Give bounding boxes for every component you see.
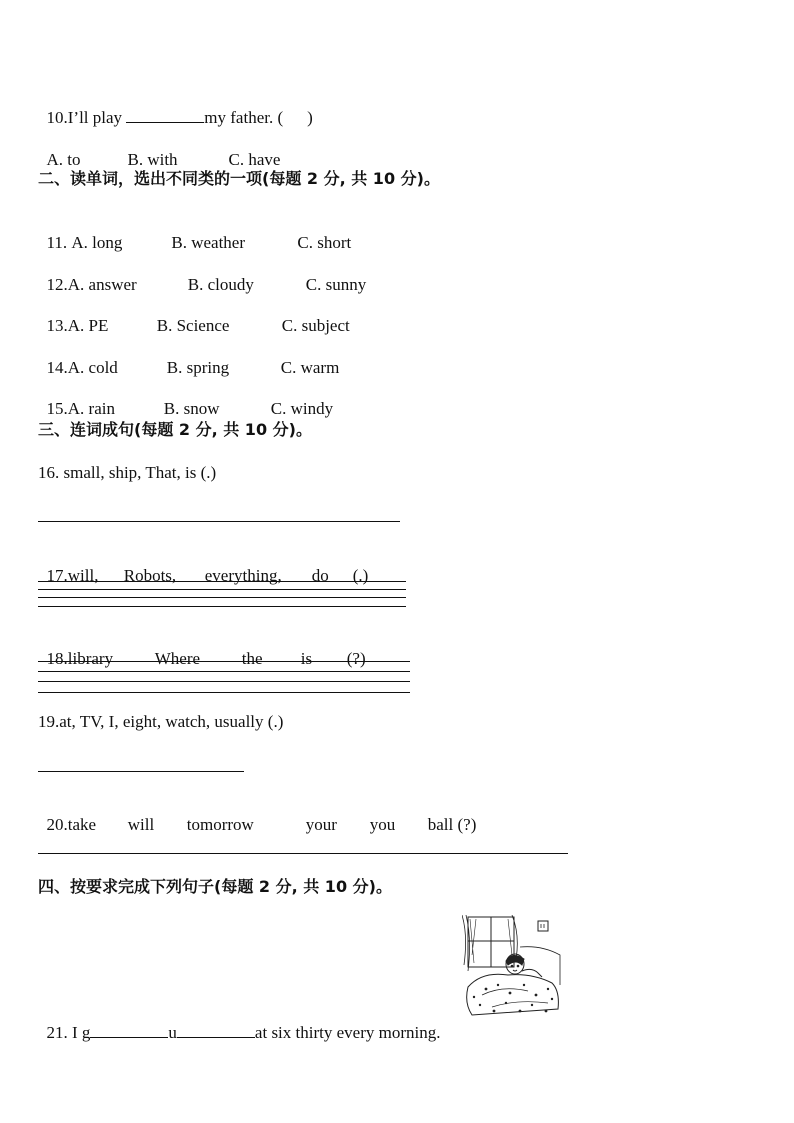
question-15 bbox=[38, 379, 333, 419]
q18-writing-line-1[interactable] bbox=[38, 661, 410, 662]
q14-option-c: C. warm bbox=[280, 358, 340, 377]
q18-number: 18. bbox=[46, 649, 68, 668]
question-16: 16. small, ship, That, is (.) bbox=[38, 463, 217, 482]
q12-option-c: C. sunny bbox=[305, 275, 367, 294]
q19-answer-line[interactable] bbox=[38, 771, 244, 772]
q17-word-1: will, bbox=[67, 566, 99, 585]
q11-option-b: B. weather bbox=[171, 233, 246, 252]
q18-writing-line-3[interactable] bbox=[38, 681, 410, 682]
q12-number: 12. bbox=[46, 275, 68, 294]
q11-option-a: A. long bbox=[71, 233, 123, 252]
q20-answer-line[interactable] bbox=[38, 853, 568, 854]
q13-number: 13. bbox=[46, 316, 68, 335]
question-14 bbox=[38, 338, 339, 378]
q18-word-2: Where bbox=[154, 649, 201, 668]
q17-number: 17. bbox=[46, 566, 68, 585]
q11-number: 11. bbox=[46, 233, 72, 252]
q17-writing-line-4[interactable] bbox=[38, 606, 406, 607]
q17-writing-line-1[interactable] bbox=[38, 581, 406, 582]
q20-word-3: tomorrow bbox=[186, 815, 254, 834]
q15-option-a: A. rain bbox=[67, 399, 115, 418]
q17-word-5: (.) bbox=[352, 566, 369, 585]
question-13 bbox=[38, 296, 350, 336]
boy-waking-up-in-bed-illustration bbox=[462, 915, 562, 1020]
question-12 bbox=[38, 255, 366, 295]
q20-word-6: ball (?) bbox=[427, 815, 477, 834]
question-20 bbox=[38, 795, 476, 835]
question-19: 19.at, TV, I, eight, watch, usually (.) bbox=[38, 712, 284, 731]
q12-option-b: B. cloudy bbox=[187, 275, 254, 294]
q15-option-c: C. windy bbox=[270, 399, 334, 418]
q12-option-a: A. answer bbox=[67, 275, 137, 294]
q13-option-a: A. PE bbox=[67, 316, 109, 335]
q21-answer-blank-1[interactable] bbox=[90, 1023, 168, 1038]
q21-text-mid: u bbox=[168, 1023, 177, 1042]
q14-option-b: B. spring bbox=[166, 358, 230, 377]
q21-text-before: 21. I g bbox=[46, 1023, 91, 1042]
q14-option-a: A. cold bbox=[67, 358, 118, 377]
q17-writing-line-2[interactable] bbox=[38, 589, 406, 590]
q18-word-1: library bbox=[67, 649, 114, 668]
q10-option-c: C. have bbox=[228, 150, 281, 169]
q10-option-a: A. to bbox=[46, 150, 81, 169]
question-18 bbox=[38, 629, 366, 669]
question-21 bbox=[38, 1003, 440, 1043]
question-17 bbox=[38, 546, 368, 586]
q14-number: 14. bbox=[46, 358, 68, 377]
q21-text-after: at six thirty every morning. bbox=[254, 1023, 441, 1042]
section-2-heading: 二、读单词，选出不同类的一项(每题 2 分, 共 10 分)。 bbox=[38, 169, 440, 188]
q10-options bbox=[38, 130, 280, 170]
q18-word-3: the bbox=[241, 649, 263, 668]
section-4-heading: 四、按要求完成下列句子(每题 2 分, 共 10 分)。 bbox=[38, 877, 392, 896]
q18-writing-line-4[interactable] bbox=[38, 692, 410, 693]
q18-word-4: is bbox=[300, 649, 313, 668]
q18-writing-line-2[interactable] bbox=[38, 671, 410, 672]
q21-answer-blank-2[interactable] bbox=[177, 1023, 255, 1038]
q17-writing-line-3[interactable] bbox=[38, 597, 406, 598]
q10-answer-blank[interactable] bbox=[126, 108, 204, 123]
q11-option-c: C. short bbox=[297, 233, 352, 252]
q20-word-1: take bbox=[67, 815, 97, 834]
q10-text-before: 10.I’ll play bbox=[46, 108, 127, 127]
q20-number: 20. bbox=[46, 815, 68, 834]
q17-word-3: everything, bbox=[204, 566, 282, 585]
q18-word-5: (?) bbox=[346, 649, 366, 668]
q13-option-c: C. subject bbox=[281, 316, 350, 335]
q10-text-after: my father. ( bbox=[204, 108, 284, 127]
q16-answer-line[interactable] bbox=[38, 521, 400, 522]
q10-option-b: B. with bbox=[127, 150, 178, 169]
q10-paren-close: ) bbox=[307, 108, 313, 127]
q17-word-4: do bbox=[311, 566, 329, 585]
q20-word-4: your bbox=[305, 815, 337, 834]
section-3-heading: 三、连词成句(每题 2 分, 共 10 分)。 bbox=[38, 420, 312, 439]
q13-option-b: B. Science bbox=[156, 316, 230, 335]
q20-word-5: you bbox=[369, 815, 396, 834]
q17-word-2: Robots, bbox=[123, 566, 177, 585]
question-11 bbox=[38, 213, 351, 253]
question-10 bbox=[38, 88, 313, 128]
q15-option-b: B. snow bbox=[163, 399, 220, 418]
q20-word-2: will bbox=[127, 815, 155, 834]
q15-number: 15. bbox=[46, 399, 68, 418]
